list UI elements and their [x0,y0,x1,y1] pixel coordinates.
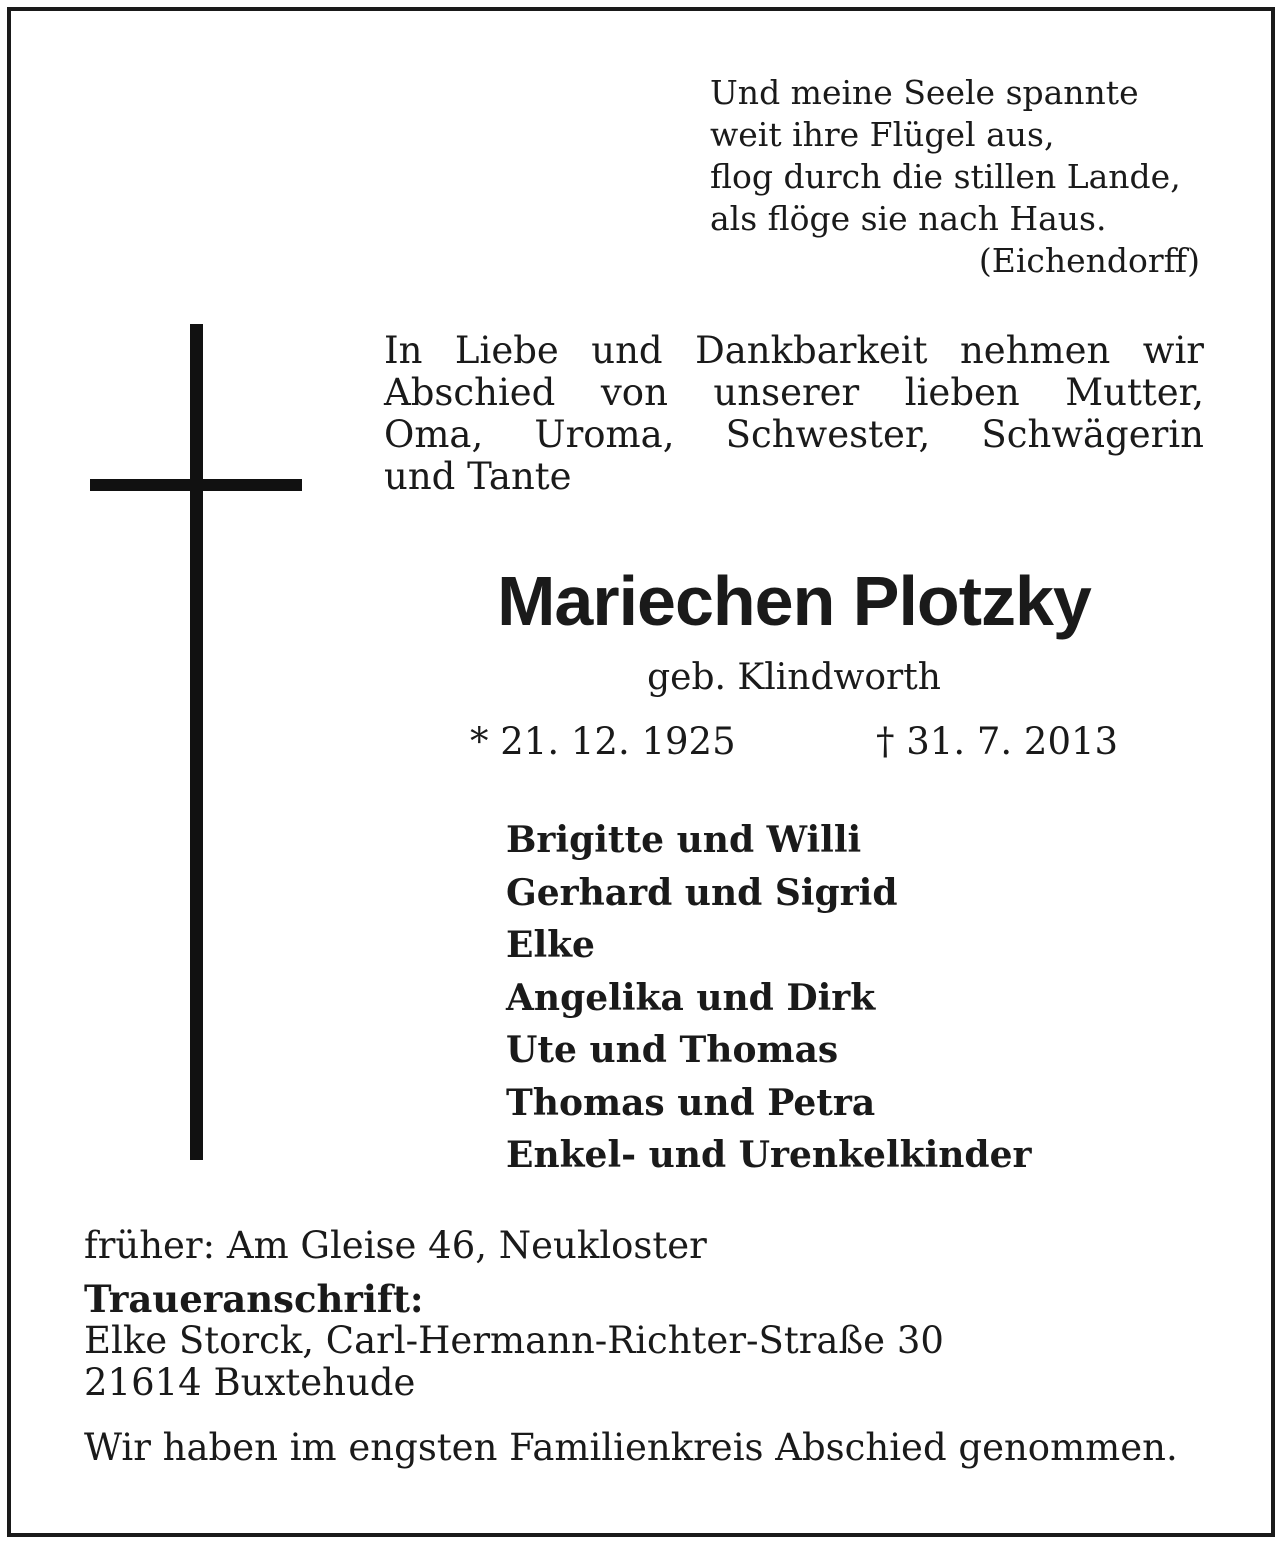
intro-line: Oma, Uroma, Schwester, Schwägerin [384,413,1204,456]
mourner: Brigitte und Willi [506,819,862,861]
poem [710,72,1200,282]
intro-line: und Tante [384,455,572,498]
mourner: Elke [506,924,595,966]
address-line: 21614 Buxtehude [84,1361,416,1404]
birth-date: * 21. 12. 1925 [470,720,736,763]
mourner: Gerhard und Sigrid [506,871,898,914]
poem-author: (Eichendorff) [978,241,1200,280]
intro-line: Abschied von unserer lieben Mutter, [384,371,1204,414]
address-line: Elke Storck, Carl-Hermann-Richter-Straße 30 [84,1319,944,1362]
poem-line: weit ihre Flügel aus, [710,115,1055,154]
intro-line: In Liebe und Dankbarkeit nehmen wir [384,329,1204,372]
mourning-address-label: Traueranschrift: [84,1277,424,1321]
mourners-list [506,814,1031,1182]
closing-note: Wir haben im engsten Familienkreis Abschied genommen. [84,1426,1178,1469]
poem-line: Und meine Seele spannte [710,73,1139,112]
mourner: Thomas und Petra [506,1081,876,1124]
deceased-name: Mariechen Plotzky [497,562,1091,640]
poem-line: als flöge sie nach Haus. [710,199,1107,238]
poem-line: flog durch die stillen Lande, [710,157,1181,196]
mourner: Angelika und Dirk [506,976,876,1019]
mourner: Enkel- und Urenkelkinder [506,1134,1032,1176]
intro-text [384,330,1204,498]
mourner: Ute und Thomas [506,1029,839,1071]
mourning-address [84,1320,944,1404]
cross-icon [190,324,203,1160]
death-date: † 31. 7. 2013 [876,720,1119,763]
maiden-name: geb. Klindworth [647,657,941,698]
former-address: früher: Am Gleise 46, Neukloster [84,1224,707,1267]
cross-icon-crossbar [90,479,302,491]
